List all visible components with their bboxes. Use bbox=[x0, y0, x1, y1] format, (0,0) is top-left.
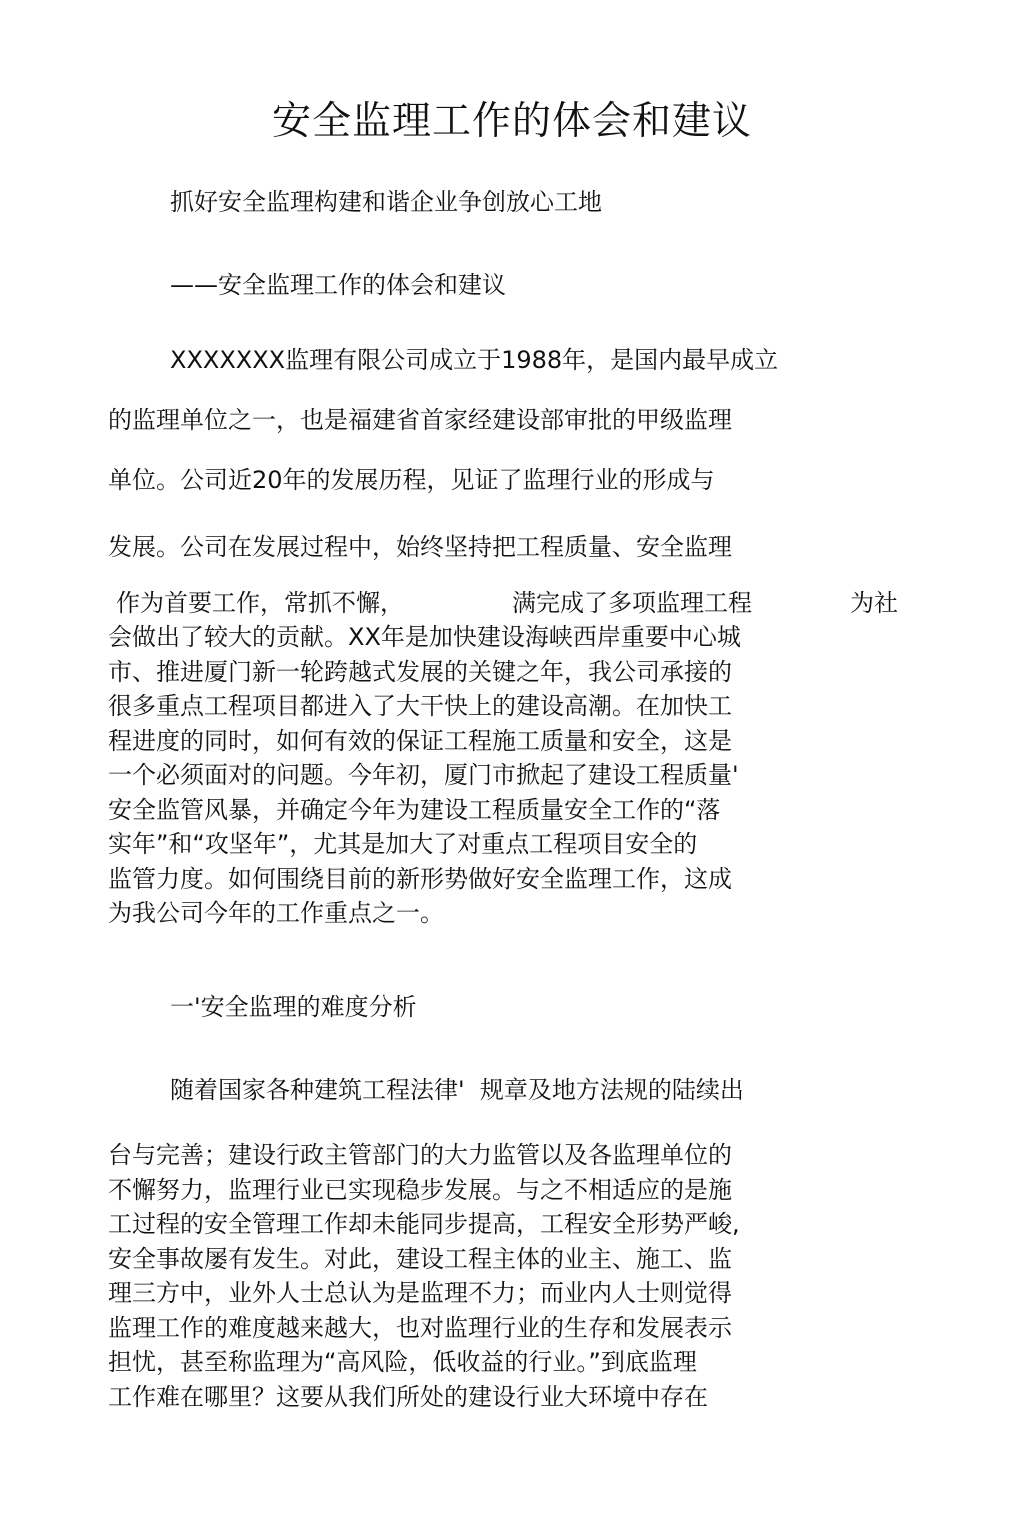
subtitle-dash: ——安全监理工作的体会和建议 bbox=[170, 271, 506, 299]
paragraph-line: 很多重点工程项目都进入了大干快上的建设高潮。在加快工 bbox=[108, 692, 732, 720]
paragraph-gap-line bbox=[512, 588, 752, 618]
paragraph-gap-line bbox=[116, 588, 404, 618]
paragraph-line: 会做出了较大的贡献。XX年是加快建设海峡西岸重要中心城 bbox=[108, 623, 741, 651]
paragraph-line: 工作难在哪里？这要从我们所处的建设行业大环境中存在 bbox=[108, 1382, 708, 1411]
paragraph-line: 随着国家各种建筑工程法律' 规章及地方法规的陆续出 bbox=[170, 1076, 744, 1104]
paragraph-gap-line bbox=[850, 588, 898, 618]
paragraph-line: 一个必须面对的问题。今年初，厦门市掀起了建设工程质量' bbox=[108, 761, 739, 789]
paragraph-line: 安全事故屡有发生。对此，建设工程主体的业主、施工、监 bbox=[108, 1244, 732, 1273]
paragraph-line: 为我公司今年的工作重点之一。 bbox=[108, 899, 444, 927]
paragraph-line: 安全监管风暴，并确定今年为建设工程质量安全工作的“落 bbox=[108, 795, 721, 824]
paragraph-line: 的监理单位之一，也是福建省首家经建设部审批的甲级监理 bbox=[108, 406, 732, 434]
paragraph-line: 程进度的同时，如何有效的保证工程施工质量和安全，这是 bbox=[108, 726, 732, 755]
paragraph-dense-block bbox=[108, 620, 741, 931]
paragraph-line: 市、推进厦门新一轮跨越式发展的关键之年，我公司承接的 bbox=[108, 657, 732, 686]
paragraph-line: 台与完善；建设行政主管部门的大力监管以及各监理单位的 bbox=[108, 1141, 732, 1169]
paragraph-line: 发展。公司在发展过程中，始终坚持把工程质量、安全监理 bbox=[108, 533, 732, 561]
gap-segment: 为社 bbox=[850, 589, 898, 617]
paragraph-line: 实年”和“攻坚年”，尤其是加大了对重点工程项目安全的 bbox=[108, 830, 698, 858]
paragraph-line: 不懈努力，监理行业已实现稳步发展。与之不相适应的是施 bbox=[108, 1175, 732, 1204]
paragraph-line: XXXXXXX监理有限公司成立于1988年，是国内最早成立 bbox=[170, 346, 779, 374]
paragraph-line: 单位。公司近20年的发展历程，见证了监理行业的形成与 bbox=[108, 466, 715, 494]
paragraph-dense-block bbox=[108, 1138, 740, 1414]
gap-segment: 满完成了多项监理工程 bbox=[512, 589, 752, 617]
paragraph-line: 监管力度。如何围绕目前的新形势做好安全监理工作，这成 bbox=[108, 864, 732, 893]
subtitle: 抓好安全监理构建和谐企业争创放心工地 bbox=[170, 188, 602, 216]
document-title: 安全监理工作的体会和建议 bbox=[271, 99, 752, 144]
section-heading: 一'安全监理的难度分析 bbox=[170, 993, 417, 1021]
paragraph-line: 理三方中，业外人士总认为是监理不力；而业内人士则觉得 bbox=[108, 1279, 732, 1307]
paragraph-line: 监理工作的难度越来越大，也对监理行业的生存和发展表示 bbox=[108, 1313, 732, 1342]
paragraph-line: 担忧，甚至称监理为“高风险，低收益的行业。”到底监理 bbox=[108, 1348, 697, 1376]
gap-segment: 作为首要工作，常抓不懈， bbox=[116, 589, 404, 617]
paragraph-line: 工过程的安全管理工作却未能同步提高，工程安全形势严峻, bbox=[108, 1210, 740, 1238]
